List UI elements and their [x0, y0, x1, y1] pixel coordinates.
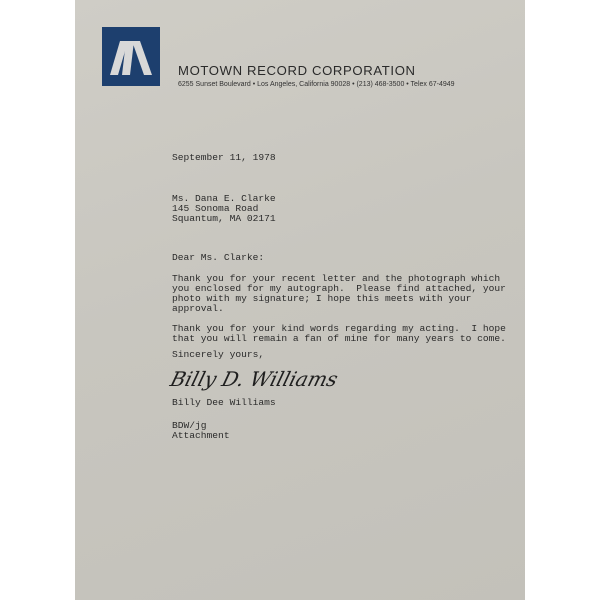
recipient-line: Ms. Dana E. Clarke	[172, 193, 276, 204]
body-line: that you will remain a fan of mine for many years to come.	[172, 333, 506, 344]
company-address: 6255 Sunset Boulevard • Los Angeles, California 90028 • (213) 468-3500 • Telex 67-4949	[178, 81, 455, 88]
body-line: Thank you for your recent letter and the photograph which	[172, 273, 501, 284]
body-line: photo with my signature; I hope this meets with your	[172, 293, 472, 304]
salutation: Dear Ms. Clarke:	[172, 252, 265, 263]
recipient-line: 145 Sonoma Road	[172, 203, 259, 214]
recipient-line: Squantum, MA 02171	[172, 213, 276, 224]
company-name: MOTOWN RECORD CORPORATION	[178, 64, 416, 78]
initials: BDW/jg	[172, 420, 207, 431]
body-line: approval.	[172, 303, 224, 314]
signature	[165, 364, 341, 399]
body-line: Thank you for your kind words regarding my acting. I hope	[172, 323, 506, 334]
typed-name: Billy Dee Williams	[172, 397, 276, 408]
motown-logo	[102, 27, 160, 86]
signature-text: Billy D. Williams	[167, 367, 341, 391]
body-line: you enclosed for my autograph. Please find attached, your	[172, 283, 506, 294]
enclosure: Attachment	[172, 430, 230, 441]
letter-date: September 11, 1978	[172, 152, 276, 163]
closing: Sincerely yours,	[172, 349, 265, 360]
